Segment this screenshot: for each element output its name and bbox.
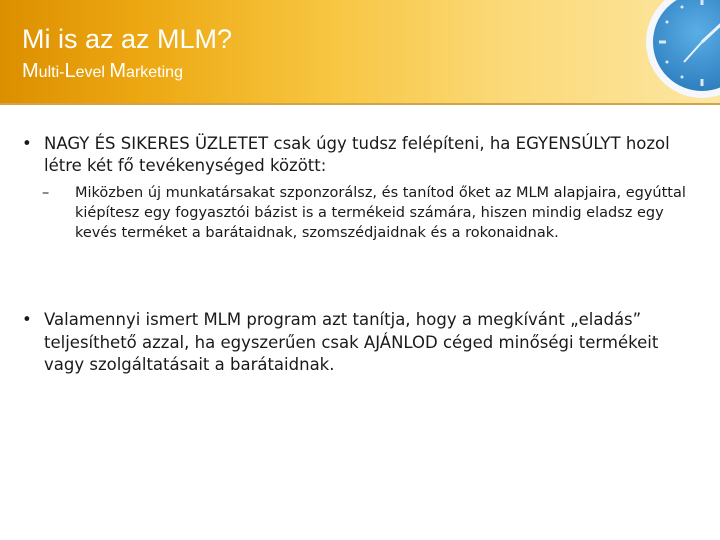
sub-bullet-text: Miközben új munkatársakat szponzorálsz, és tanítod őket az MLM alapjaira, egyúttal kiépítesz egy fogyasztói bázist is a termékeid számára, hiszen mindig eladsz egy kevés terméket a barátaidnak, szomszédjaidnak és a rokonaidnak. [75,185,686,241]
bullet-marker: • [22,310,32,329]
bullet-text: NAGY ÉS SIKERES ÜZLETET csak úgy tudsz felépíteni, ha EGYENSÚLYT hozol létre két fő tevékenységed között: [44,134,670,175]
sub-bullet-item [42,183,702,243]
bullet-text: Valamennyi ismert MLM program azt tanítja, hogy a megkívánt „eladás” teljesíthető azzal, ha egyszerűen csak AJÁNLOD céged minőségi termékeit vagy szolgáltatásait a barátaidnak. [44,310,659,374]
bullet-item [22,309,697,377]
header-divider [0,103,720,105]
bullet-item [22,133,692,177]
slide-subtitle: Multi-Level Marketing [22,60,183,82]
dash-marker: – [42,185,50,201]
bullet-marker: • [22,134,32,153]
clock-icon [640,0,720,102]
slide-title: Mi is az az MLM? [22,24,233,54]
